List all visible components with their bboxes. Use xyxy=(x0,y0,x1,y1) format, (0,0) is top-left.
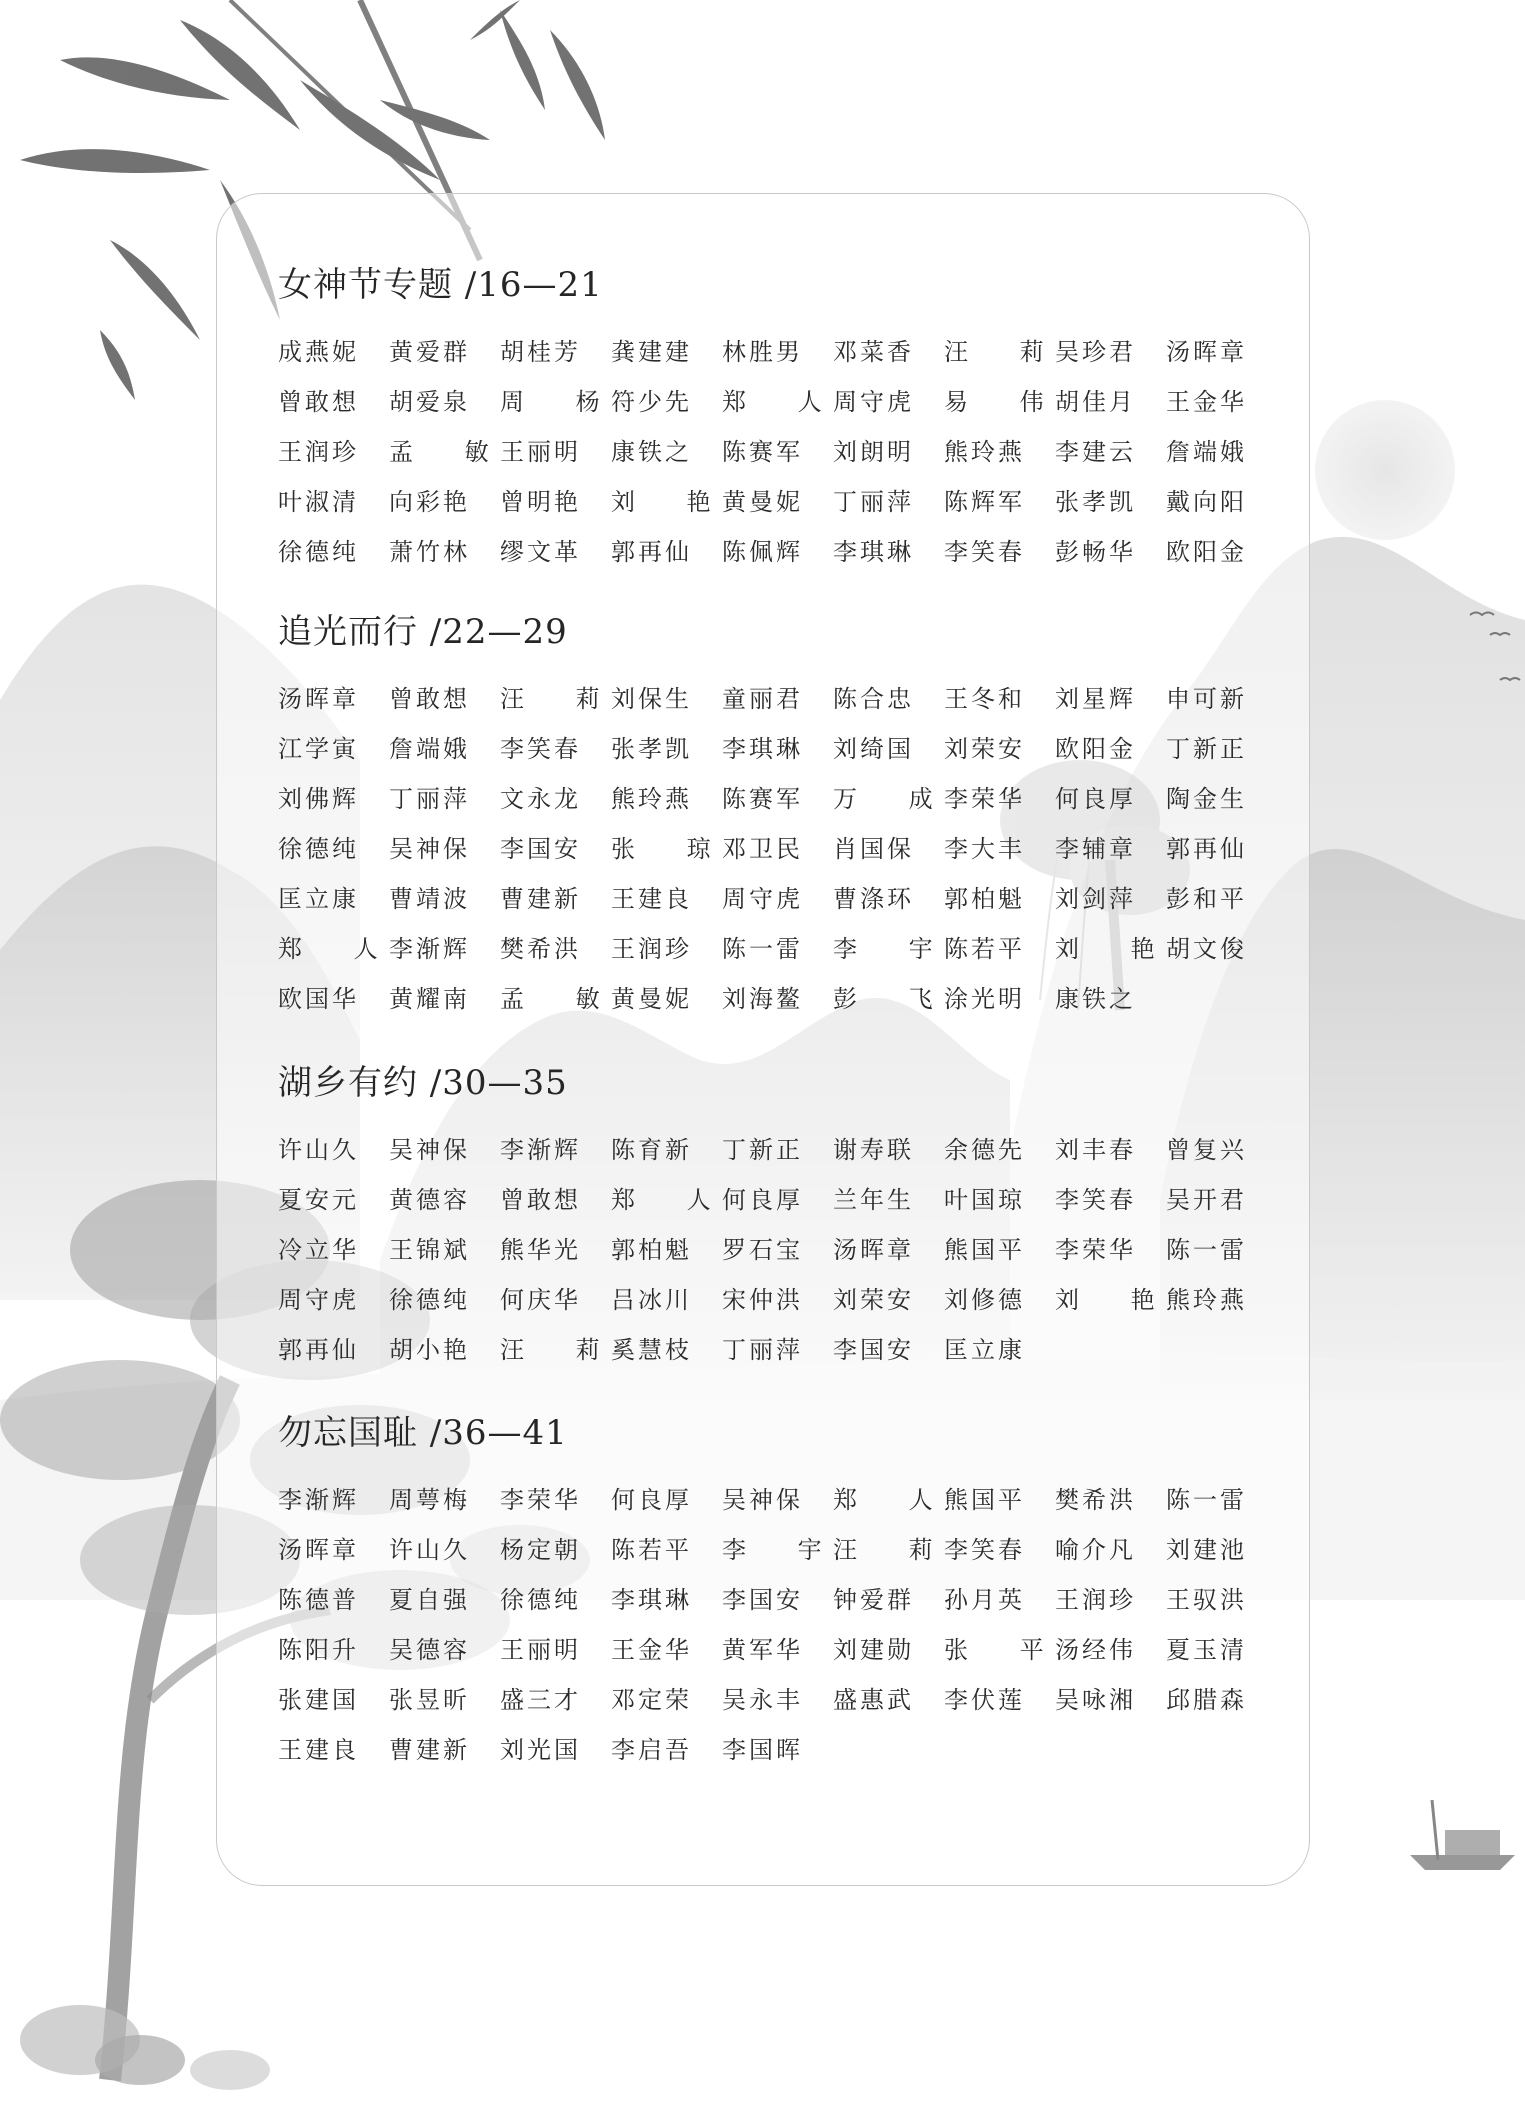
name-entry: 李辅章 xyxy=(1055,835,1136,863)
name-entry: 李琪琳 xyxy=(833,538,914,566)
name-entry: 吴神保 xyxy=(389,1136,470,1164)
name-entry: 刘荣安 xyxy=(833,1286,914,1314)
name-entry: 陈辉军 xyxy=(944,488,1025,516)
name-entry: 张建国 xyxy=(278,1686,359,1714)
name-entry: 夏安元 xyxy=(278,1186,359,1214)
name-entry: 徐德纯 xyxy=(389,1286,470,1314)
name-entry: 陈佩辉 xyxy=(722,538,803,566)
name-entry: 邱腊森 xyxy=(1166,1686,1247,1714)
name-entry: 胡小艳 xyxy=(389,1336,470,1364)
name-entry: 张 琼 xyxy=(611,835,733,863)
name-entry: 康铁之 xyxy=(611,438,692,466)
name-entry: 李国安 xyxy=(833,1336,914,1364)
name-entry: 王建良 xyxy=(611,885,692,913)
name-entry: 郭再仙 xyxy=(278,1336,359,1364)
name-entry: 熊玲燕 xyxy=(944,438,1025,466)
name-entry: 刘剑萍 xyxy=(1055,885,1136,913)
name-entry: 向彩艳 xyxy=(389,488,470,516)
name-entry: 涂光明 xyxy=(944,985,1025,1013)
name-entry: 何良厚 xyxy=(1055,785,1136,813)
name-entry: 何庆华 xyxy=(500,1286,581,1314)
name-entry: 徐德纯 xyxy=(500,1586,581,1614)
name-entry: 彭和平 xyxy=(1166,885,1247,913)
name-entry: 李笑春 xyxy=(944,538,1025,566)
name-entry: 李渐辉 xyxy=(389,935,470,963)
name-entry: 刘佛辉 xyxy=(278,785,359,813)
name-entry: 陶金生 xyxy=(1166,785,1247,813)
name-entry: 彭畅华 xyxy=(1055,538,1136,566)
name-entry: 曾明艳 xyxy=(500,488,581,516)
section-2 xyxy=(278,612,1278,1024)
name-entry: 符少先 xyxy=(611,388,692,416)
name-entry: 李渐辉 xyxy=(278,1486,359,1514)
name-entry: 周萼梅 xyxy=(389,1486,470,1514)
name-entry: 曾复兴 xyxy=(1166,1136,1247,1164)
name-entry: 康铁之 xyxy=(1055,985,1136,1013)
name-entry: 徐德纯 xyxy=(278,835,359,863)
name-entry: 汪 莉 xyxy=(833,1536,955,1564)
rocks xyxy=(20,2005,270,2090)
section-title: 勿忘国耻 /36—41 xyxy=(278,1413,568,1453)
name-entry: 吴开君 xyxy=(1166,1186,1247,1214)
name-entry: 刘光国 xyxy=(500,1736,581,1764)
name-entry: 吕冰川 xyxy=(611,1286,692,1314)
name-entry: 叶国琼 xyxy=(944,1186,1025,1214)
name-grid xyxy=(278,1475,1278,1775)
name-entry: 刘修德 xyxy=(944,1286,1025,1314)
name-entry: 夏自强 xyxy=(389,1586,470,1614)
name-entry: 刘保生 xyxy=(611,685,692,713)
name-entry: 张孝凯 xyxy=(1055,488,1136,516)
name-entry: 陈合忠 xyxy=(833,685,914,713)
name-entry: 黄曼妮 xyxy=(722,488,803,516)
name-entry: 万 成 xyxy=(833,785,955,813)
name-entry: 李启吾 xyxy=(611,1736,692,1764)
name-entry: 张孝凯 xyxy=(611,735,692,763)
name-entry: 吴永丰 xyxy=(722,1686,803,1714)
name-entry: 汤经伟 xyxy=(1055,1636,1136,1664)
name-entry: 陈一雷 xyxy=(1166,1486,1247,1514)
name-entry: 刘丰春 xyxy=(1055,1136,1136,1164)
name-entry: 夏玉清 xyxy=(1166,1636,1247,1664)
name-entry: 李笑春 xyxy=(944,1536,1025,1564)
name-entry: 曹靖波 xyxy=(389,885,470,913)
name-entry: 喻介凡 xyxy=(1055,1536,1136,1564)
name-entry: 周守虎 xyxy=(278,1286,359,1314)
name-entry: 丁新正 xyxy=(1166,735,1247,763)
name-entry: 李荣华 xyxy=(944,785,1025,813)
name-entry: 汤晖章 xyxy=(278,1536,359,1564)
name-entry: 张昱昕 xyxy=(389,1686,470,1714)
name-entry: 李伏莲 xyxy=(944,1686,1025,1714)
name-entry: 王润珍 xyxy=(611,935,692,963)
name-entry: 曹建新 xyxy=(500,885,581,913)
name-entry: 刘荣安 xyxy=(944,735,1025,763)
name-entry: 欧国华 xyxy=(278,985,359,1013)
name-entry: 陈一雷 xyxy=(722,935,803,963)
name-entry: 郭再仙 xyxy=(611,538,692,566)
name-entry: 丁丽萍 xyxy=(389,785,470,813)
name-entry: 余德先 xyxy=(944,1136,1025,1164)
name-entry: 文永龙 xyxy=(500,785,581,813)
name-entry: 刘星辉 xyxy=(1055,685,1136,713)
name-entry: 冷立华 xyxy=(278,1236,359,1264)
name-entry: 刘朗明 xyxy=(833,438,914,466)
name-entry: 郭柏魁 xyxy=(611,1236,692,1264)
name-entry: 汪 莉 xyxy=(500,1336,622,1364)
section-title: 女神节专题 /16—21 xyxy=(278,265,603,305)
name-entry: 胡文俊 xyxy=(1166,935,1247,963)
name-entry: 孙月英 xyxy=(944,1586,1025,1614)
name-entry: 汤晖章 xyxy=(1166,338,1247,366)
section-title: 追光而行 /22—29 xyxy=(278,612,568,652)
name-entry: 李渐辉 xyxy=(500,1136,581,1164)
name-entry: 周守虎 xyxy=(833,388,914,416)
name-entry: 邓菜香 xyxy=(833,338,914,366)
name-entry: 刘 艳 xyxy=(611,488,733,516)
name-entry: 胡桂芳 xyxy=(500,338,581,366)
name-entry: 欧阳金 xyxy=(1166,538,1247,566)
section-title: 湖乡有约 /30—35 xyxy=(278,1063,568,1103)
name-entry: 樊希洪 xyxy=(1055,1486,1136,1514)
name-entry: 钟爱群 xyxy=(833,1586,914,1614)
name-entry: 宋仲洪 xyxy=(722,1286,803,1314)
name-entry: 王冬和 xyxy=(944,685,1025,713)
name-entry: 龚建建 xyxy=(611,338,692,366)
name-entry: 王驭洪 xyxy=(1166,1586,1247,1614)
name-entry: 李建云 xyxy=(1055,438,1136,466)
name-entry: 郑 人 xyxy=(278,935,400,963)
name-entry: 李 宇 xyxy=(833,935,955,963)
name-entry: 兰年生 xyxy=(833,1186,914,1214)
name-entry: 萧竹林 xyxy=(389,538,470,566)
name-entry: 刘绮国 xyxy=(833,735,914,763)
name-entry: 熊玲燕 xyxy=(1166,1286,1247,1314)
name-entry: 李大丰 xyxy=(944,835,1025,863)
name-entry: 胡佳月 xyxy=(1055,388,1136,416)
name-entry: 江学寅 xyxy=(278,735,359,763)
name-entry: 周 杨 xyxy=(500,388,622,416)
name-grid xyxy=(278,327,1278,577)
name-entry: 詹端娥 xyxy=(389,735,470,763)
name-entry: 王润珍 xyxy=(1055,1586,1136,1614)
name-entry: 郭柏魁 xyxy=(944,885,1025,913)
name-entry: 黄军华 xyxy=(722,1636,803,1664)
name-entry: 李 宇 xyxy=(722,1536,844,1564)
name-entry: 李琪琳 xyxy=(722,735,803,763)
name-entry: 陈赛军 xyxy=(722,438,803,466)
name-entry: 郑 人 xyxy=(833,1486,955,1514)
name-entry: 郑 人 xyxy=(611,1186,733,1214)
name-entry: 许山久 xyxy=(278,1136,359,1164)
name-entry: 杨定朝 xyxy=(500,1536,581,1564)
name-entry: 曹建新 xyxy=(389,1736,470,1764)
name-entry: 郑 人 xyxy=(722,388,844,416)
name-entry: 汪 莉 xyxy=(500,685,622,713)
section-3 xyxy=(278,1063,1278,1375)
name-entry: 刘 艳 xyxy=(1055,1286,1177,1314)
name-entry: 吴德容 xyxy=(389,1636,470,1664)
name-entry: 王润珍 xyxy=(278,438,359,466)
name-entry: 邓定荣 xyxy=(611,1686,692,1714)
name-entry: 陈德普 xyxy=(278,1586,359,1614)
name-entry: 易 伟 xyxy=(944,388,1066,416)
name-entry: 戴向阳 xyxy=(1166,488,1247,516)
name-entry: 缪文革 xyxy=(500,538,581,566)
name-entry: 张 平 xyxy=(944,1636,1066,1664)
name-entry: 樊希洪 xyxy=(500,935,581,963)
name-entry: 孟 敏 xyxy=(500,985,622,1013)
name-entry: 何良厚 xyxy=(611,1486,692,1514)
name-entry: 熊国平 xyxy=(944,1236,1025,1264)
name-entry: 黄耀南 xyxy=(389,985,470,1013)
name-entry: 彭 飞 xyxy=(833,985,955,1013)
name-entry: 王丽明 xyxy=(500,438,581,466)
name-entry: 曹涤环 xyxy=(833,885,914,913)
name-entry: 丁丽萍 xyxy=(722,1336,803,1364)
name-entry: 李荣华 xyxy=(1055,1236,1136,1264)
name-entry: 陈一雷 xyxy=(1166,1236,1247,1264)
name-entry: 刘海鳌 xyxy=(722,985,803,1013)
name-entry: 曾敢想 xyxy=(278,388,359,416)
name-entry: 曾敢想 xyxy=(500,1186,581,1214)
name-entry: 王锦斌 xyxy=(389,1236,470,1264)
name-entry: 邓卫民 xyxy=(722,835,803,863)
name-entry: 汤晖章 xyxy=(278,685,359,713)
name-entry: 何良厚 xyxy=(722,1186,803,1214)
name-entry: 陈育新 xyxy=(611,1136,692,1164)
name-entry: 丁丽萍 xyxy=(833,488,914,516)
name-entry: 熊玲燕 xyxy=(611,785,692,813)
section-4 xyxy=(278,1413,1278,1775)
name-entry: 童丽君 xyxy=(722,685,803,713)
name-entry: 王金华 xyxy=(611,1636,692,1664)
name-entry: 匡立康 xyxy=(944,1336,1025,1364)
name-grid xyxy=(278,1125,1278,1375)
name-entry: 黄德容 xyxy=(389,1186,470,1214)
name-entry: 成燕妮 xyxy=(278,338,359,366)
name-entry: 李国晖 xyxy=(722,1736,803,1764)
name-grid xyxy=(278,674,1278,1024)
sun-shape xyxy=(1315,400,1455,540)
name-entry: 汤晖章 xyxy=(833,1236,914,1264)
name-entry: 李笑春 xyxy=(1055,1186,1136,1214)
name-entry: 吴咏湘 xyxy=(1055,1686,1136,1714)
name-entry: 许山久 xyxy=(389,1536,470,1564)
name-entry: 欧阳金 xyxy=(1055,735,1136,763)
name-entry: 詹端娥 xyxy=(1166,438,1247,466)
name-entry: 盛三才 xyxy=(500,1686,581,1714)
name-entry: 郭再仙 xyxy=(1166,835,1247,863)
name-entry: 陈若平 xyxy=(611,1536,692,1564)
name-entry: 黄曼妮 xyxy=(611,985,692,1013)
name-entry: 陈阳升 xyxy=(278,1636,359,1664)
name-entry: 熊国平 xyxy=(944,1486,1025,1514)
name-entry: 罗石宝 xyxy=(722,1236,803,1264)
name-entry: 李国安 xyxy=(722,1586,803,1614)
name-entry: 曾敢想 xyxy=(389,685,470,713)
name-entry: 奚慧枝 xyxy=(611,1336,692,1364)
name-entry: 林胜男 xyxy=(722,338,803,366)
name-entry: 王丽明 xyxy=(500,1636,581,1664)
name-entry: 李琪琳 xyxy=(611,1586,692,1614)
name-entry: 黄爱群 xyxy=(389,338,470,366)
name-entry: 孟 敏 xyxy=(389,438,511,466)
name-entry: 汪 莉 xyxy=(944,338,1066,366)
section-1 xyxy=(278,265,1278,577)
name-entry: 刘建勋 xyxy=(833,1636,914,1664)
name-entry: 匡立康 xyxy=(278,885,359,913)
name-entry: 盛惠武 xyxy=(833,1686,914,1714)
name-entry: 吴珍君 xyxy=(1055,338,1136,366)
name-entry: 陈若平 xyxy=(944,935,1025,963)
name-entry: 李笑春 xyxy=(500,735,581,763)
name-entry: 熊华光 xyxy=(500,1236,581,1264)
name-entry: 李国安 xyxy=(500,835,581,863)
name-entry: 吴神保 xyxy=(722,1486,803,1514)
name-entry: 王金华 xyxy=(1166,388,1247,416)
name-entry: 叶淑清 xyxy=(278,488,359,516)
name-entry: 谢寿联 xyxy=(833,1136,914,1164)
name-entry: 刘 艳 xyxy=(1055,935,1177,963)
name-entry: 申可新 xyxy=(1166,685,1247,713)
name-entry: 陈赛军 xyxy=(722,785,803,813)
boat xyxy=(1410,1800,1515,1870)
name-entry: 王建良 xyxy=(278,1736,359,1764)
name-entry: 肖国保 xyxy=(833,835,914,863)
name-entry: 周守虎 xyxy=(722,885,803,913)
name-entry: 吴神保 xyxy=(389,835,470,863)
name-entry: 丁新正 xyxy=(722,1136,803,1164)
name-entry: 徐德纯 xyxy=(278,538,359,566)
name-entry: 李荣华 xyxy=(500,1486,581,1514)
name-entry: 刘建池 xyxy=(1166,1536,1247,1564)
name-entry: 胡爱泉 xyxy=(389,388,470,416)
